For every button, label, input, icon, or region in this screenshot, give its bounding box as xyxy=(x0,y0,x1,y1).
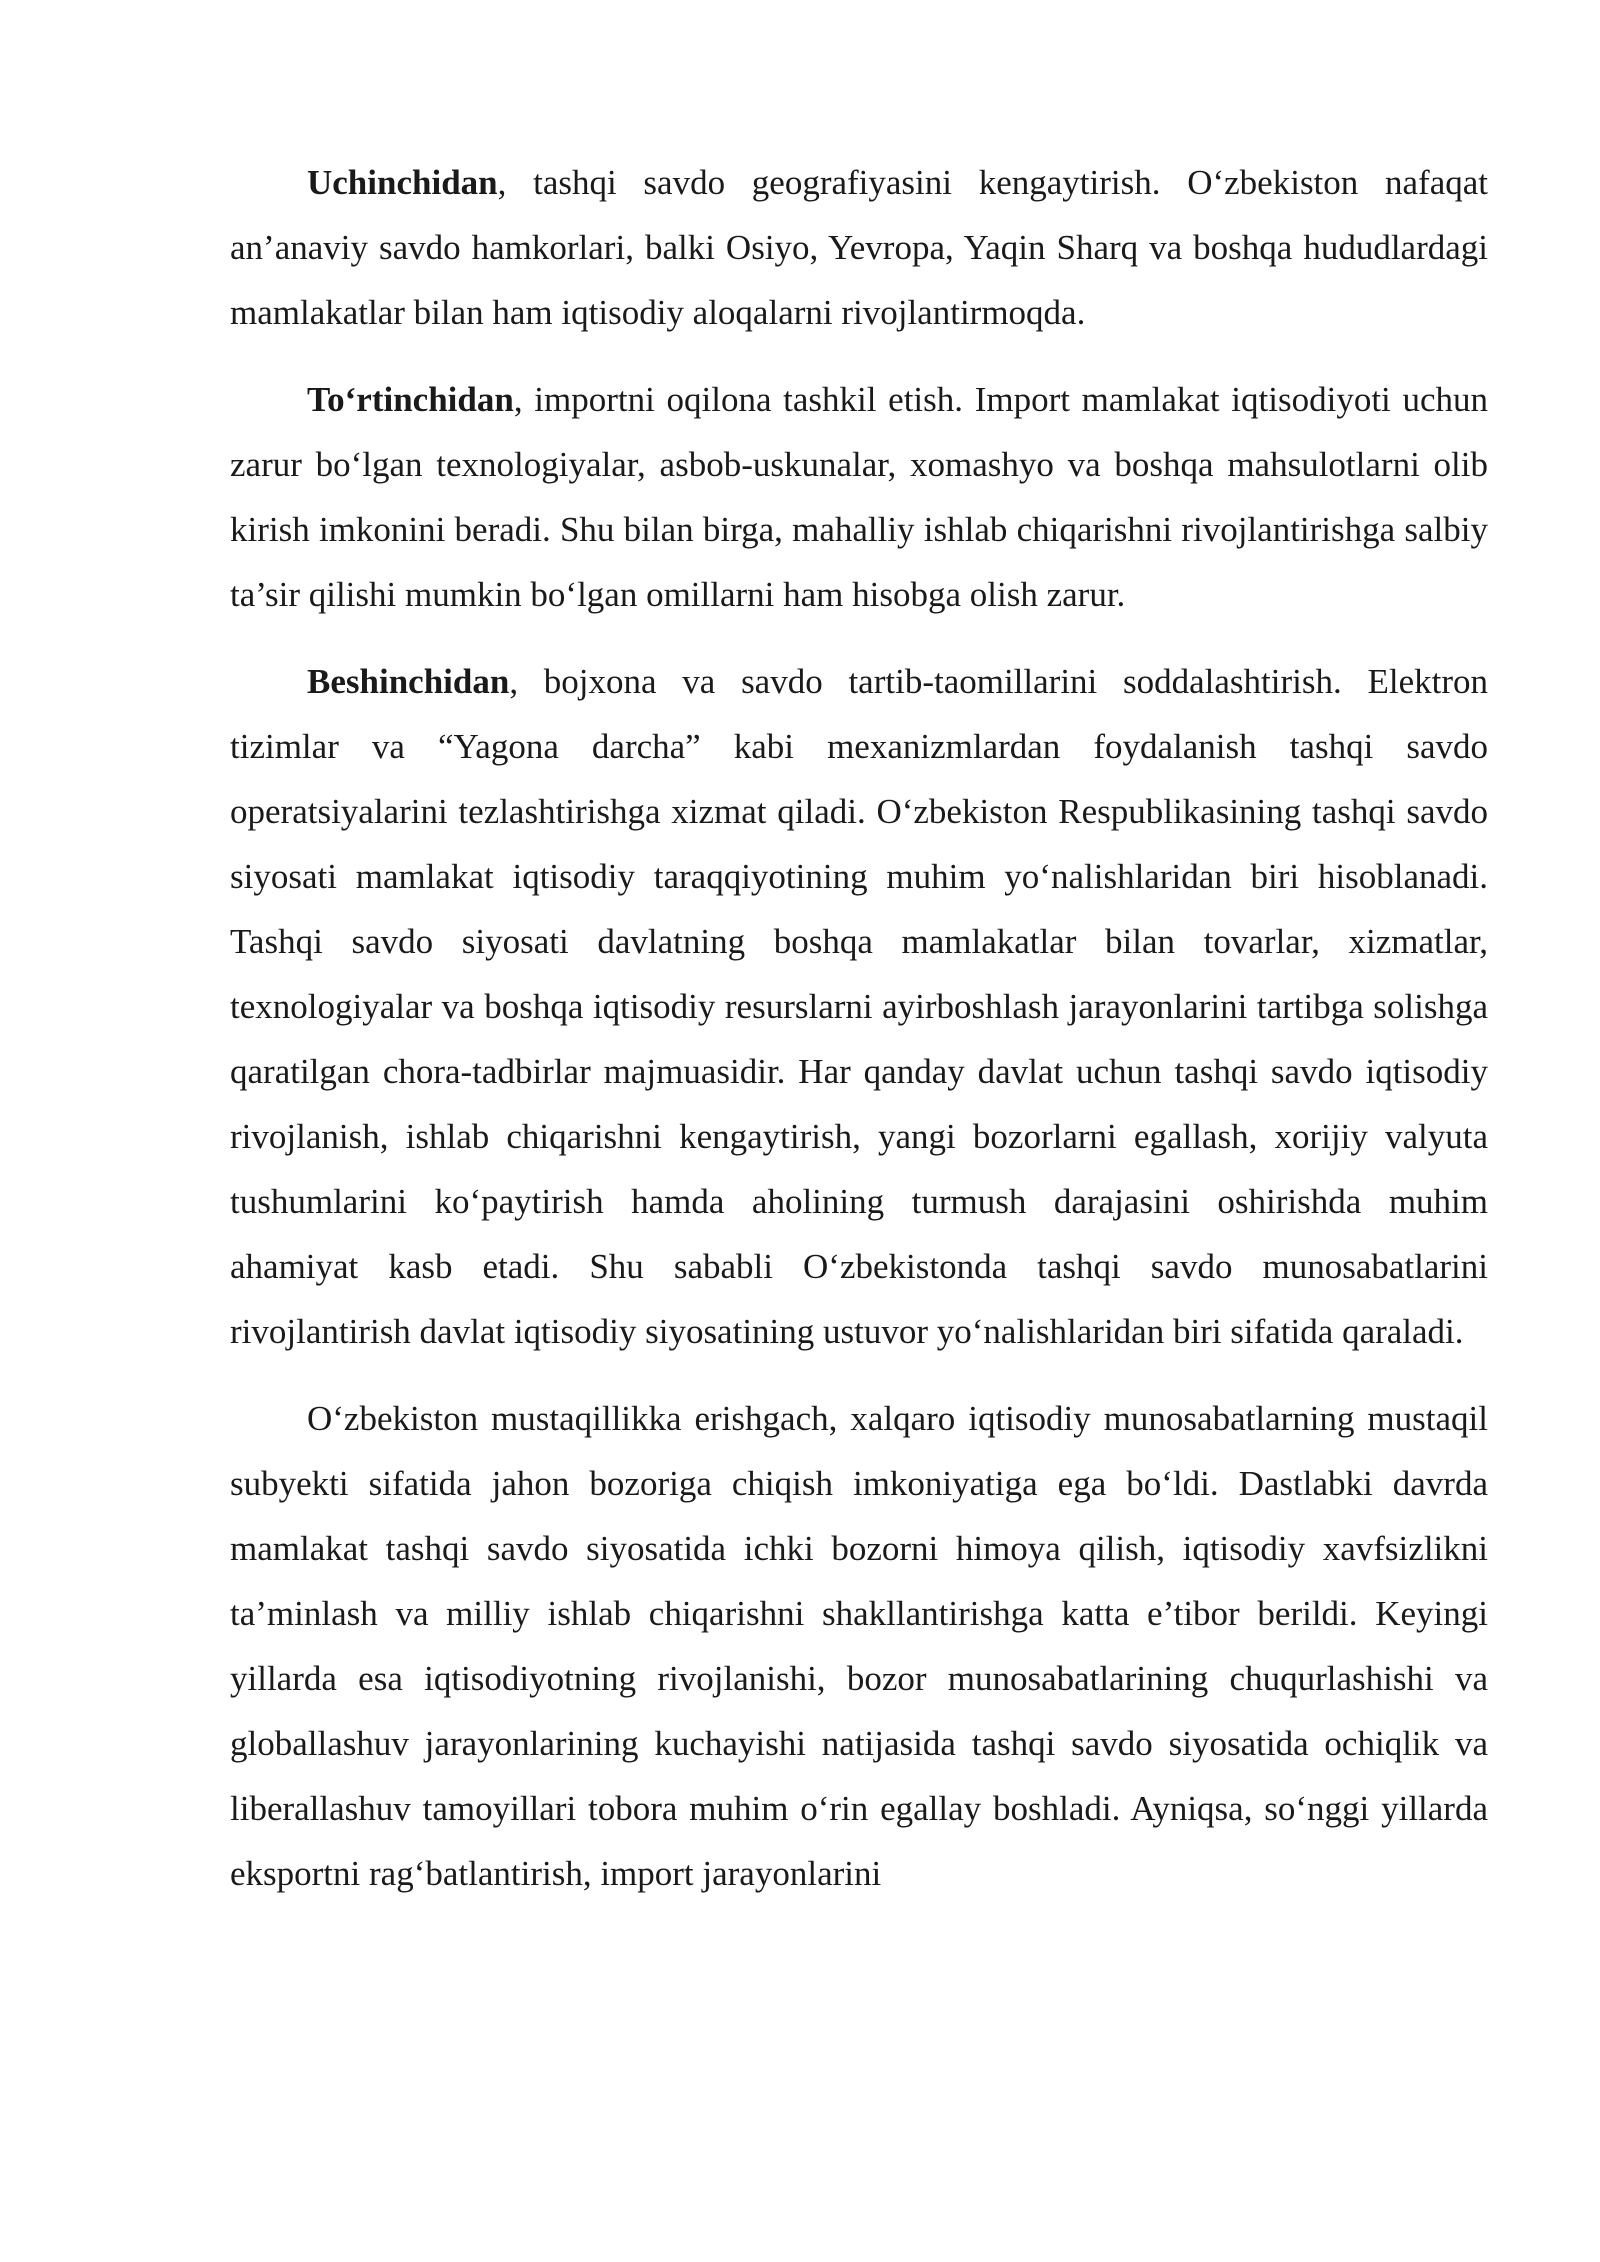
paragraph-text: , bojxona va savdo tartib-taomillarini soddalashtirish. Elektron tizimlar va “Yagona darcha” kabi mexanizmlardan foydalanish tashqi savdo operatsiyalarini tezlashtirishga xizmat qiladi. O‘zbekiston Respublikasining tashqi savdo siyosati mamlakat iqtisodiy taraqqiyotining muhim yo‘nalishlaridan biri hisoblanadi. Tashqi savdo siyosati davlatning boshqa mamlakatlar bilan tovarlar, xizmatlar, texnologiyalar va boshqa iqtisodiy resurslarni ayirboshlash jarayonlarini tartibga solishga qaratilgan chora-tadbirlar majmuasidir. Har qanday davlat uchun tashqi savdo iqtisodiy rivojlanish, ishlab chiqarishni kengaytirish, yangi bozorlarni egallash, xorijiy valyuta tushumlarini ko‘paytirish hamda aholining turmush darajasini oshirishda muhim ahamiyat kasb etadi. Shu sababli O‘zbekistonda tashqi savdo munosabatlarini rivojlantirish davlat iqtisodiy siyosatining ustuvor yo‘nalishlaridan biri sifatida qaraladi. xyxy=(230,662,1488,1351)
paragraph-third-point xyxy=(230,150,1488,345)
paragraph-fifth-point xyxy=(230,649,1488,1364)
paragraph-text: , tashqi savdo geografiyasini kengaytirish. O‘zbekiston nafaqat an’anaviy savdo hamkorlari, balki Osiyo, Yevropa, Yaqin Sharq va boshqa hududlardagi mamlakatlar bilan ham iqtisodiy aloqalarni rivojlantirmoqda. xyxy=(230,163,1488,332)
paragraph-lead-bold: Beshinchidan xyxy=(307,662,510,701)
paragraph-independence xyxy=(230,1386,1488,1906)
body-text xyxy=(230,150,1488,1928)
paragraph-text: O‘zbekiston mustaqillikka erishgach, xalqaro iqtisodiy munosabatlarning mustaqil subyekti sifatida jahon bozoriga chiqish imkoniyatiga ega bo‘ldi. Dastlabki davrda mamlakat tashqi savdo siyosatida ichki bozorni himoya qilish, iqtisodiy xavfsizlikni ta’minlash va milliy ishlab chiqarishni shakllantirishga katta e’tibor berildi. Keyingi yillarda esa iqtisodiyotning rivojlanishi, bozor munosabatlarining chuqurlashishi va globallashuv jarayonlarining kuchayishi natijasida tashqi savdo siyosatida ochiqlik va liberallashuv tamoyillari tobora muhim o‘rin egallay boshladi. Ayniqsa, so‘nggi yillarda eksportni rag‘batlantirish, import jarayonlarini xyxy=(230,1399,1488,1893)
paragraph-text: , importni oqilona tashkil etish. Import mamlakat iqtisodiyoti uchun zarur bo‘lgan texnologiyalar, asbob-uskunalar, xomashyo va boshqa mahsulotlarni olib kirish imkonini beradi. Shu bilan birga, mahalliy ishlab chiqarishni rivojlantirishga salbiy ta’sir qilishi mumkin bo‘lgan omillarni ham hisobga olish zarur. xyxy=(230,380,1488,614)
paragraph-fourth-point xyxy=(230,367,1488,627)
paragraph-lead-bold: To‘rtinchidan xyxy=(307,380,514,419)
paragraph-lead-bold: Uchinchidan xyxy=(307,163,498,202)
